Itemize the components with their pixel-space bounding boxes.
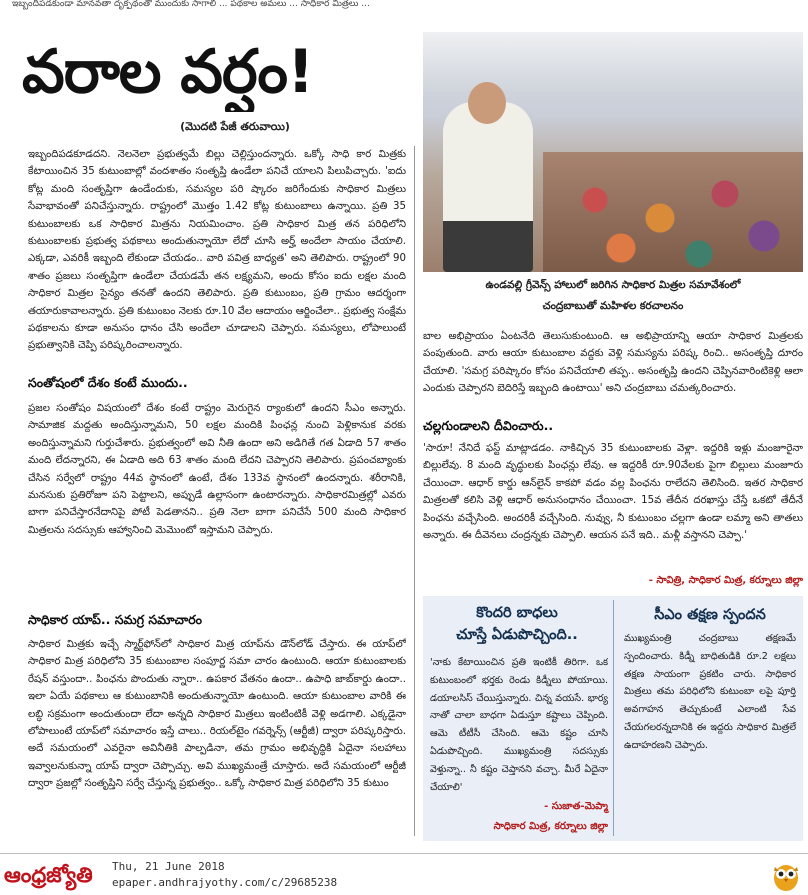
photo-caption-line2: చంద్రబాబుతో మహిళల కరచాలనం	[542, 300, 684, 312]
photo-crowd	[543, 152, 803, 272]
photo-caption-line1: ఉండవల్లి గ్రీవెన్స్ హాలులో జరిగిన సాధికార మిత్రల సమావేశంలో	[485, 279, 741, 291]
box1-credit-role: సాధికార మిత్ర, కర్నూలు జిల్లా	[493, 821, 608, 832]
box1-body: 'నాకు కేటాయించిన ప్రతి ఇంటికీ తిరిగా. ఒక కుటుంబంలో భర్తకు రెండు కిడ్నీలు పోయాయి. డయాలసిస్ చేయిస్తున్నారు. చిన్న వయసే. భార్య నాతో చాలా బాధగా ఏడుస్తూ కష్టాలు చెప్పింది. ఆమె టీటీసీ చేసింది. ఆమె కష్టం చూసి ఏడుపొచ్చింది. ముఖ్యమంత్రి సదస్సుకు వెళ్తున్నా.. నీ కష్టం చెప్తానని వచ్చా. మీరే ఏదైనా చేయాలి'	[430, 657, 608, 793]
article-right-para-2: 'సారూ! నేనిదే ఫస్ట్ మాట్లాడడం. నాకిచ్చిన 35 కుటుంబాలకు వెళ్లా. ఇద్దరికి ఇళ్లు మంజూరైనా బిల్లులేవు. 8 మంది వృద్ధులకు పింఛన్లు లేవు. ఆ ఇద్దరికీ రూ.90వేలకు పైగా బిల్లులు మంజూరు చేయించా. ఆధార్ కార్డు ఆన్‌లైన్ కాకపో వడం వల్ల పింఛను రాలేదని తెలిసింది. ఇతర సాధికార మిత్రలతో కలిసి వెళ్లి ఆధార్ అనుసంధానం చేయించా. 15వ తేదీన దరఖాస్తు చేస్తే ఒకటో తేదీనే పింఛను వచ్చేసింది. అందరికీ వచ్చేసింది. నువ్వు, నీ కుటుంబం చల్లగా ఉండా లమ్మా అని తాతలు అన్నారు. ఈ దీవెనలు చంద్రన్నకు చెప్పాలి. ఆయన పనే ఇది.. మళ్లీ వస్తానని చెప్పా.'	[423, 443, 803, 542]
box2-heading: సీఎం తక్షణ స్పందన	[654, 607, 766, 623]
subhead-blessings: చల్లగుండాలని దీవించారు..	[423, 418, 554, 433]
photo-caption	[423, 275, 803, 321]
top-strip-text: ఇబ్బందిపడకుండా మానవతా దృక్పథంతో ముందుకు సాగాలి ... పథకాల అమలు ... సాధికార మిత్రలు ...	[12, 0, 370, 9]
andhrajyothy-logo[interactable]: ఆంధ్రజ్యోతి	[4, 863, 93, 887]
footer	[0, 853, 808, 895]
box2-body: ముఖ్యమంత్రి చంద్రబాబు తక్షణమే స్పందించారు. కిడ్నీ బాధితుడికి రూ.2 లక్షలు తక్షణ సాయంగా ప్రకటిం చారు. సాధికార మిత్రలు తమ పరిధిలోని కుటుంబా లపై పూర్తి అవగాహన తెచ్చుకుంటే ఎలాంటి సేవ చేయగలరన్నదానికి ఈ ఇద్దరు సాధికార మిత్రలే ఉదాహరణని చెప్పారు.	[624, 633, 796, 751]
article-para-2: ప్రజల సంతోషం విషయంలో దేశం కంటే రాష్ట్రం మెరుగైన ర్యాంకులో ఉందని సీఎం అన్నారు. సామాజిక మద్దతు అందిస్తున్నామని, 50 లక్షల మందికి పింఛన్ల నుంచి పెళ్లికానుక వరకు అందిస్తున్నామని గుర్తుచేశారు. ప్రభుత్వంలో అవి నీతి ఉందా అని అడిగితే గత ఏడాది 57 శాతం మంది లేదన్నారని, ఈ ఏడాది అది 63 శాతం మంది లేదని చెప్పారని తెలిపారు. ప్రపంచబ్యాంకు చేసిన సర్వేలో రాష్ట్రం 44వ స్థానంలో ఉంటే, దేశం 133వ స్థానంలో ఉందన్నారు. శరీరానికి, మనసుకు ప్రతిరోజూ పని పెట్టాలని, అప్పుడే ఉల్లాసంగా ఉంటారన్నారు. సాధికారమిత్రల్లో ఎవరు బాగా పనిచేస్తారనేదానిపై పోటీ పెడతానని.. ప్రతి నెలా బాగా పనిచేసే 500 మంది సాధికార మిత్రలను సదస్సుకు ఆహ్వానించి మెమొంటో ఇస్తామని చెప్పారు.	[28, 403, 406, 536]
subhead-app: సాధికార యాప్.. సమగ్ర సమాచారం	[28, 612, 202, 627]
credit-savitri: - సావిత్రి, సాధికార మిత్ర, కర్నూలు జిల్లా	[648, 575, 803, 586]
continued-note: (మొదటి పేజీ తరువాయి)	[180, 120, 290, 133]
article-right-para: బాల అభిప్రాయం ఏంటనేది తెలుసుకుంటుంది. ఆ అభిప్రాయాన్ని ఆయా సాధికార మిత్రలకు పంపుతుంది. వారు ఆయా కుటుంబాల వద్దకు వెళ్లి సమస్యను పరిష్క రించి.. అసంతృప్తి దూరం చేయాలి. 'సమగ్ర పరిష్కారం కోసం పనిచేయాలి తప్ప.. అసంతృప్తి ఉందని చెప్పినవారింటికెళ్లి ఆలా ఎందుకు చెప్పారని బెదిరిస్తే ఇబ్బంది ఉంటాయి' అని చంద్రబాబు చమత్కరించారు.	[423, 331, 803, 395]
epaper-url[interactable]: epaper.andhrajyothy.com/c/29685238	[112, 876, 338, 889]
page-title: వరాల వర్షం!	[22, 37, 314, 107]
edition-date: Thu, 21 June 2018	[112, 860, 225, 873]
photo-chief-minister	[443, 102, 533, 272]
subhead-happiness: సంతోషంలో దేశం కంటే ముందు..	[28, 375, 188, 390]
article-para-3: సాధికార మిత్రకు ఇచ్చే స్మార్ట్‌ఫోన్‌లో సాధికార మిత్ర యాప్‌ను డౌన్‌లోడ్ చేస్తారు. ఈ యాప్‌లో సాధికార మిత్ర పరిధిలోని 35 కుటుంబాల సంపూర్ణ సమా చారం ఉంటుంది. ఆయా కుటుంబాలకు రేషన్ వస్తుందా.. పింఛను పొందుతు న్నారా.. ఉపకార వేతనం ఉందా.. ఉపాధి జాబ్‌కార్డు ఉందా.. ఇలా ఏయే పథకాలు ఆ కుటుంబానికి అందుతున్నాయో ఉంటుంది. ఆయా కుటుంబాల వారికి ఈ లబ్ధి సక్రమంగా అందుతుందా లేదా అన్నది సాధికార మిత్రలు ఇంటింటికీ వెళ్లి అడగాలి. ఎక్కడైనా లోపాలుంటే యాప్‌లో సమాచారం ఇస్తే చాలు.. రియల్‌టైం గవర్నెన్స్ (ఆర్టీజీ) ద్వారా పరిష్కరిస్తారు. అదే సమయంలో ఎవరైనా అవినీతికి పాల్పడినా, తమ గ్రామం అభివృద్ధికి ఏదైనా సలహాలు ఇవ్వాలనుకున్నా యాప్ ద్వారా చెప్పొచ్చు. అవి ముఖ్యమంత్రే చూస్తారు. అదే సమయంలో ఆర్టీజీ ద్వారా ప్రజల్లో సంతృప్తిని సర్వే చేస్తున్న ప్రభుత్వం.. ఒక్కో సాధికార మిత్ర పరిధిలోని 35 కుటుం	[28, 639, 406, 790]
box1-heading	[423, 602, 611, 646]
owl-mascot-icon	[770, 860, 802, 892]
photo-head	[468, 82, 506, 124]
box1-heading-line2: చూస్తే ఏడుపొచ్చింది..	[456, 627, 578, 643]
box1-credit-name: - సుజాత-మెప్మా	[544, 801, 608, 812]
box1-heading-line1: కొందరి బాధలు	[476, 605, 558, 621]
box-divider	[613, 600, 614, 836]
column-divider	[414, 146, 415, 836]
article-para-1: ఇబ్బందిపడకూడదని. నెలనెలా ప్రభుత్వమే బిల్లు చెల్లిస్తుందన్నారు. ఒక్కో సాధి కార మిత్రకు కేటాయించిన 35 కుటుంబాల్లో వందశాతం సంతృప్తి ఉండేలా పనిచే యాలని పిలుపిచ్చారు. 'ఐదు కోట్ల మంది సంతృప్తిగా ఉండేందుకు, సమస్యల పరి ష్కారం జరిగేందుకు సాధికార మిత్రలు సేవాభావంతో పనిచేస్తున్నారు. రాష్ట్రంలో మొత్తం 1.42 కోట్ల కుటుంబాలు ఉన్నాయి. ప్రతి 35 కుటుంబాలకు ఒక సాధికార మిత్రను నియమించాం. ప్రతి సాధికార మిత్ర తన పరిధిలోని కుటుంబాలకు ప్రభుత్వ పథకాలు అందుతున్నాయో లేదో చూసి అర్హ్ అందేలా సాయం చేయాలి. ఎక్కడా, ఎవరికీ ఇబ్బంది లేకుండా చేయడం.. వారి పవిత్ర బాధ్యత' అని తెలిపారు. రాష్ట్రంలో 90 శాతం ప్రజలు సంతృప్తిగా ఉండేలా చేయడమే తన లక్ష్యమని, అందు కోసం ఐదు లక్షల మంది సాధికార మిత్రల సైన్యం తనతో ఉందని తెలిపారు. ప్రతి కుటుంబం, ప్రతి గ్రామం ఆదర్శంగా తయారుకావాలన్నారు. ప్రతి కుటుంబం నెలకు రూ.10 వేల ఆదాయం ఆర్జించేలా.. ప్రభుత్వ సంక్షేమ పథకాలను కూడా అనుసం ధానం చేసి అందేలా చూడాలని చెప్పారు. సమస్యలు, లోపాలుంటే ప్రభుత్వానికి చెప్పి పరిష్కరించాలన్నారు.	[28, 149, 406, 352]
lead-photo	[423, 32, 803, 272]
